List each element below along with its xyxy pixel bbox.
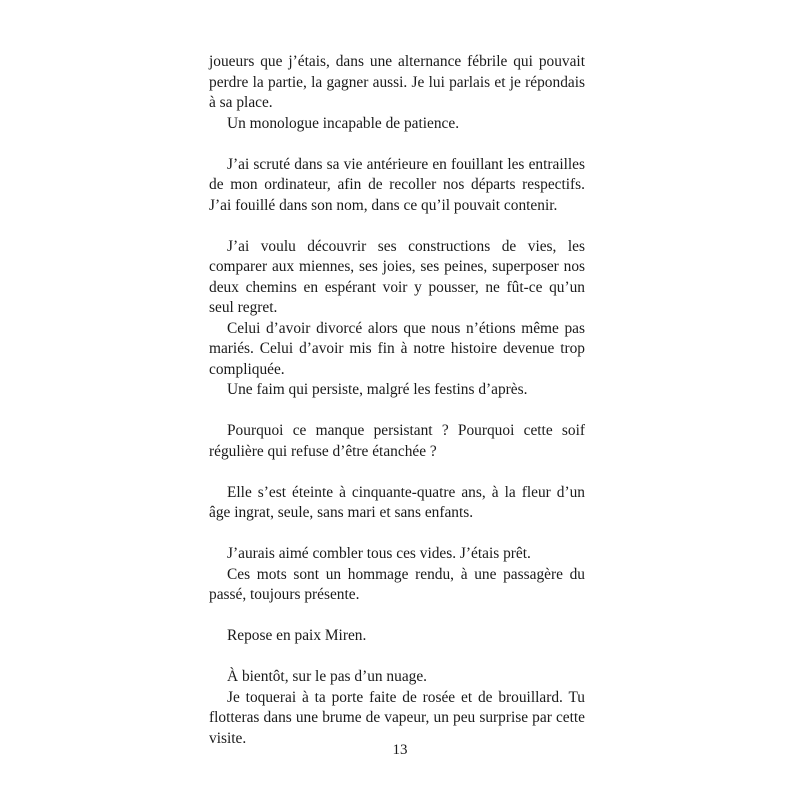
- body-text: [209, 52, 585, 749]
- paragraph-2: Un monologue incapable de patience.: [227, 114, 460, 132]
- paragraph-1: joueurs que j’étais, dans une alternance fébrile qui pouvait perdre la partie, la gagner aussi. Je lui parlais et je répondais à sa place.: [209, 53, 585, 111]
- paragraph-12: À bientôt, sur le pas d’un nuage.: [227, 668, 428, 685]
- paragraph-9: J’aurais aimé combler tous ces vides. J’étais prêt.: [227, 545, 531, 562]
- paragraph-8: Elle s’est éteinte à cinquante-quatre ans, à la fleur d’un âge ingrat, seule, sans mari et sans enfants.: [209, 483, 585, 521]
- paragraph-5: Celui d’avoir divorcé alors que nous n’étions même pas mariés. Celui d’avoir mis fin à notre histoire devenue trop compliquée.: [209, 319, 585, 378]
- paragraph-11: Repose en paix Miren.: [227, 627, 367, 644]
- page-number: 13: [392, 742, 408, 758]
- paragraph-3: J’ai scruté dans sa vie antérieure en fouillant les entrailles de mon ordinateur, afin de recoller nos départs respectifs. J’ai fouillé dans son nom, dans ce qu’il pouvait contenir.: [209, 155, 585, 214]
- paragraph-10: Ces mots sont un hommage rendu, à une passagère du passé, toujours présente.: [209, 565, 585, 603]
- paragraph-7: Pourquoi ce manque persistant ? Pourquoi cette soif régulière qui refuse d’être étanchée ?: [209, 422, 585, 460]
- paragraph-6: Une faim qui persiste, malgré les festins d’après.: [227, 381, 528, 398]
- paragraph-13: Je toquerai à ta porte faite de rosée et de brouillard. Tu flotteras dans une brume de vapeur, un peu surprise par cette visite.: [209, 688, 585, 747]
- paragraph-4: J’ai voulu découvrir ses constructions de vies, les comparer aux miennes, ses joies, ses peines, superposer nos deux chemins en espérant voir y pousser, ne fût-ce qu’un seul regret.: [209, 237, 585, 316]
